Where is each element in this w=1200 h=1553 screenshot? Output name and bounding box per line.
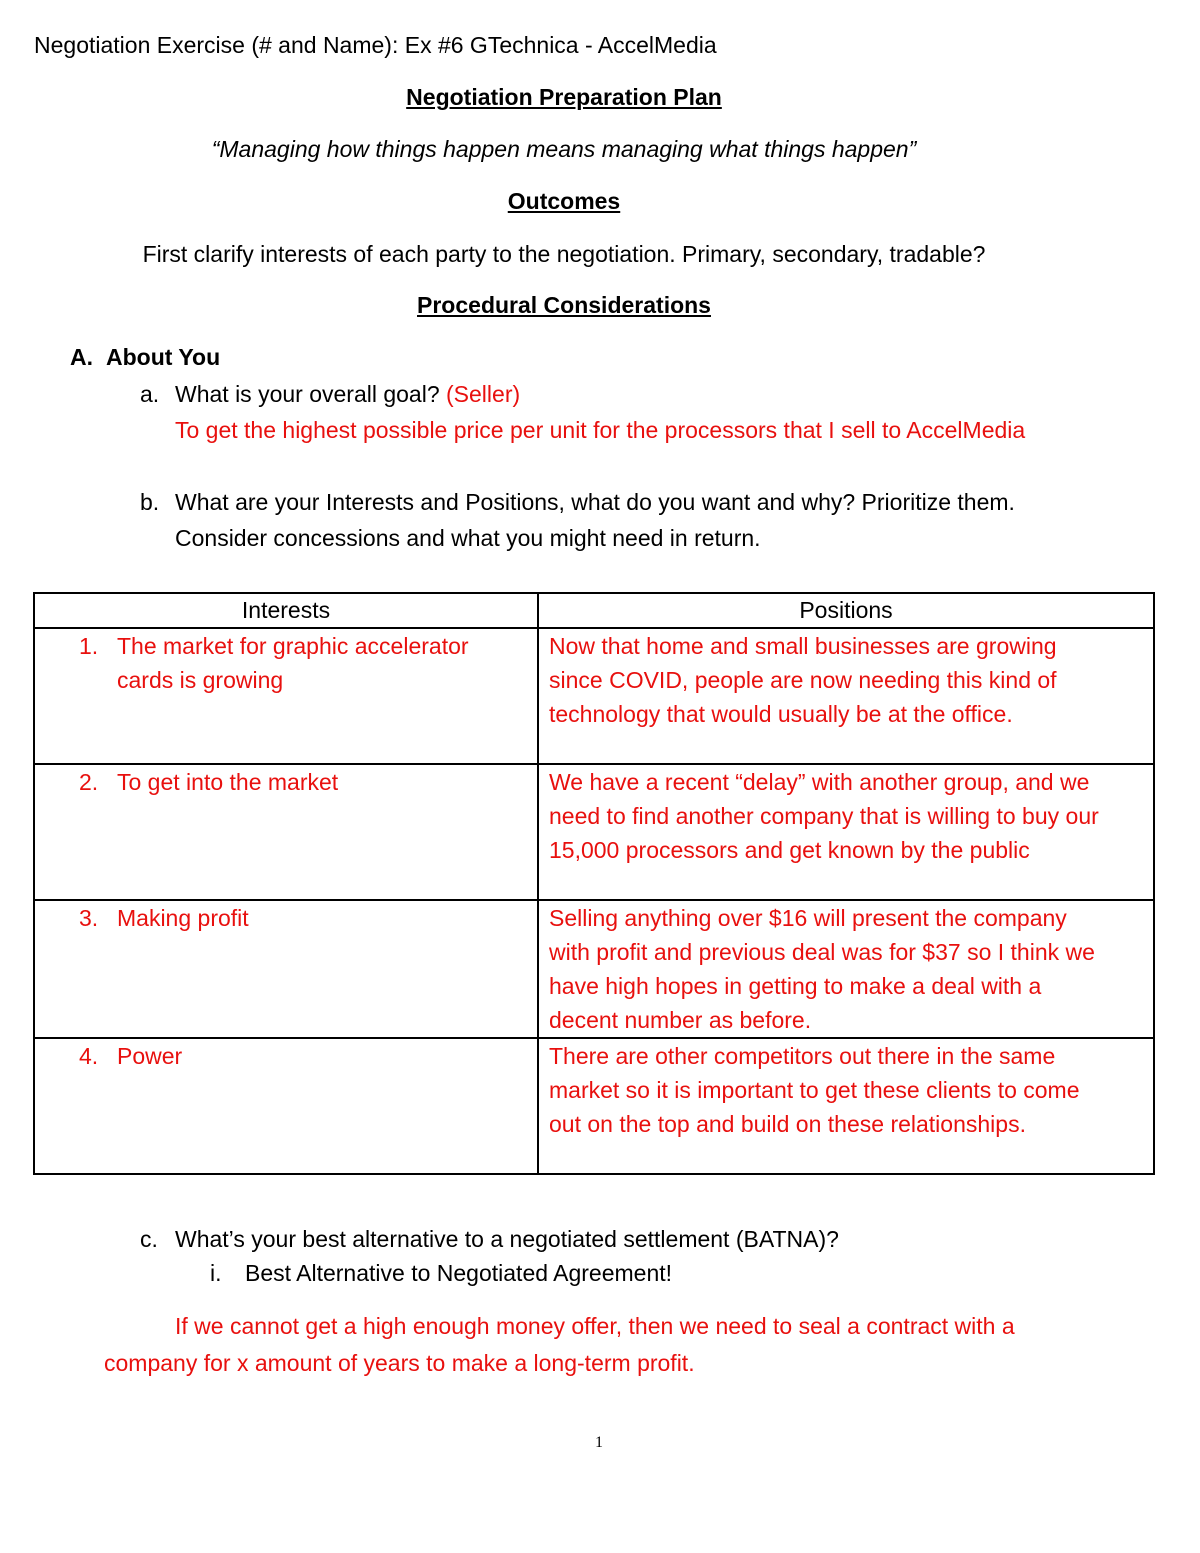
- position-cell: Selling anything over $16 will present the company with profit and previous deal was for $37 so I think we have high hopes in getting to make a deal with a decent number as before.: [549, 905, 1095, 1033]
- roman-marker: i.: [210, 1260, 222, 1286]
- row-number: 4.: [79, 1043, 99, 1069]
- row-number: 2.: [79, 769, 99, 795]
- section-about-you: [70, 344, 220, 371]
- document-title: Negotiation Preparation Plan: [406, 84, 722, 110]
- position-cell: There are other competitors out there in the same market so it is important to get these clients to come out on the top and build on these relationships.: [549, 1043, 1080, 1137]
- interest-cell: To get into the market: [117, 769, 339, 795]
- interest-cell: Making profit: [117, 905, 249, 931]
- header-interests: Interests: [34, 593, 538, 628]
- row-number: 3.: [79, 905, 99, 931]
- row-number: 1.: [79, 633, 99, 659]
- goal-answer: To get the highest possible price per unit for the processors that I sell to AccelMedia: [175, 417, 1026, 443]
- batna-definition-text: Best Alternative to Negotiated Agreement!: [245, 1260, 673, 1286]
- quote: “Managing how things happen means managing what things happen”: [211, 136, 917, 162]
- interest-cell: Power: [117, 1043, 183, 1069]
- header-positions: Positions: [538, 593, 1154, 628]
- question-a-marker: a.: [140, 381, 160, 407]
- section-title: About You: [106, 344, 221, 370]
- procedural-heading: Procedural Considerations: [417, 292, 711, 318]
- table-row: [34, 628, 1154, 764]
- batna-answer: If we cannot get a high enough money offer, then we need to seal a contract with a company for x amount of years to make a long-term profit.: [104, 1313, 1015, 1376]
- role-label: (Seller): [446, 381, 521, 407]
- table-row: [34, 900, 1154, 1038]
- question-c-marker: c.: [140, 1226, 158, 1252]
- table-row: [34, 1038, 1154, 1174]
- question-a-text: What is your overall goal?: [175, 381, 440, 407]
- position-cell: Now that home and small businesses are growing since COVID, people are now needing this kind of technology that would usually be at the office.: [549, 633, 1057, 727]
- table-row: [34, 764, 1154, 900]
- outcomes-text: First clarify interests of each party to the negotiation. Primary, secondary, tradable?: [142, 241, 986, 267]
- exercise-header: Negotiation Exercise (# and Name): Ex #6 GTechnica - AccelMedia: [34, 32, 717, 58]
- question-c-text: What’s your best alternative to a negotiated settlement (BATNA)?: [175, 1226, 839, 1252]
- question-b-text: What are your Interests and Positions, what do you want and why? Prioritize them. Consider concessions and what you might need in return.: [175, 489, 1015, 551]
- position-cell: We have a recent “delay” with another group, and we need to find another company that is willing to buy our 15,000 processors and get known by the public: [549, 769, 1099, 863]
- question-b-marker: b.: [140, 489, 160, 515]
- interest-cell: The market for graphic accelerator cards is growing: [117, 633, 469, 693]
- outcomes-heading: Outcomes: [507, 188, 621, 214]
- section-marker: A.: [70, 344, 93, 370]
- interests-positions-table: [33, 592, 1155, 1175]
- page-number: 1: [595, 1434, 603, 1451]
